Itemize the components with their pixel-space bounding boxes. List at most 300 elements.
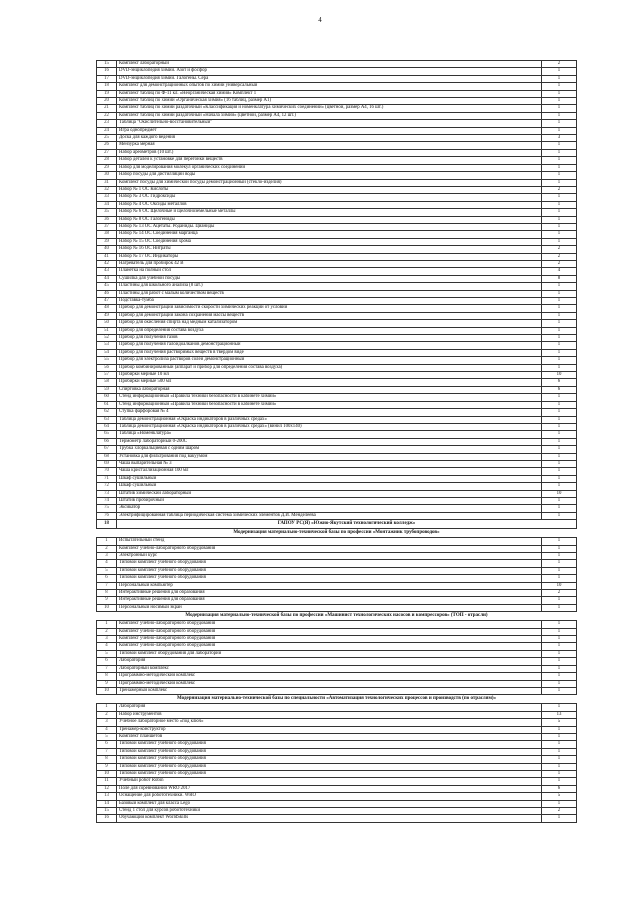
item-quantity: 2 (542, 253, 577, 260)
table-row (97, 793, 577, 800)
section-title: Модернизация материально-технической базы по специальности «Автоматизация технологических процессов и производств (по отраслям)» (97, 695, 577, 704)
item-name: Испытательный стенд (117, 538, 542, 545)
row-number: 66 (97, 438, 117, 445)
item-quantity: 2 (542, 246, 577, 253)
item-name: Комплект учебно-лабораторного оборудования (117, 643, 542, 650)
row-number: 15 (97, 808, 117, 815)
item-name: Планетка на полный стол (117, 268, 542, 275)
item-quantity: 1 (542, 621, 577, 628)
table-row (97, 320, 577, 327)
item-quantity: 3 (542, 135, 577, 142)
item-name: Типовой комплект учебного оборудования (117, 763, 542, 770)
row-number: 3 (97, 553, 117, 560)
item-quantity: 1 (542, 112, 577, 119)
row-number: 45 (97, 283, 117, 290)
item-name: Набор № 16 ОС Нитраты (117, 246, 542, 253)
item-name: Чаша выпарительная № 3 (117, 460, 542, 467)
row-number: 17 (97, 75, 117, 82)
item-quantity: 1 (542, 567, 577, 574)
item-name: Электронный курс (117, 553, 542, 560)
table-row (97, 483, 577, 490)
table-row (97, 538, 577, 545)
table-row (97, 628, 577, 635)
table-row (97, 567, 577, 574)
item-name: Набор ареометров (10 шт.) (117, 149, 542, 156)
item-name: Прибор для окисления спирта над медным катализатором (117, 320, 542, 327)
row-number: 6 (97, 741, 117, 748)
item-name: Интерактивные решения для образования (117, 597, 542, 604)
row-number: 26 (97, 142, 117, 149)
item-quantity: 1 (542, 105, 577, 112)
table-row (97, 497, 577, 504)
table-row (97, 665, 577, 672)
item-name: Прибор для получения растворимых веществ в твердом виде (117, 349, 542, 356)
row-number: 56 (97, 364, 117, 371)
item-quantity: 1 (542, 726, 577, 733)
table-row (97, 327, 577, 334)
item-name: Установка для фильтрования под вакуумом (117, 453, 542, 460)
table-row (97, 621, 577, 628)
item-name: Типовой комплект оборудования для лаборатории (117, 650, 542, 657)
item-name: Типовой комплект учебного оборудования (117, 770, 542, 777)
item-quantity: 1 (542, 438, 577, 445)
row-number: 8 (97, 756, 117, 763)
table-row (97, 112, 577, 119)
item-quantity: 1 (542, 349, 577, 356)
table-row (97, 505, 577, 512)
item-name: Программно-методический комплекс (117, 680, 542, 687)
table-row (97, 372, 577, 379)
row-number: 30 (97, 172, 117, 179)
row-number: 35 (97, 209, 117, 216)
row-number: 67 (97, 446, 117, 453)
item-quantity: 6 (542, 386, 577, 393)
table-row (97, 298, 577, 305)
row-number: 5 (97, 567, 117, 574)
item-name: Лабораторный комплекс (117, 665, 542, 672)
item-quantity: 1 (542, 483, 577, 490)
row-number: 54 (97, 349, 117, 356)
item-quantity: 1 (542, 665, 577, 672)
item-quantity: 5 (542, 793, 577, 800)
item-quantity: 2 (542, 61, 577, 68)
row-number: 50 (97, 320, 117, 327)
item-name: Комплект учебно-лабораторного оборудования (117, 621, 542, 628)
item-name: Программно-методический комплекс (117, 673, 542, 680)
row-number: 52 (97, 335, 117, 342)
table-row (97, 423, 577, 430)
item-name: Набор № 1 ОС Кислоты (117, 186, 542, 193)
item-quantity: 1 (542, 680, 577, 687)
row-number: 57 (97, 372, 117, 379)
item-quantity: 1 (542, 815, 577, 822)
item-name: Типовой комплект учебного оборудования (117, 560, 542, 567)
row-number: 19 (97, 90, 117, 97)
table-row (97, 636, 577, 643)
table-row (97, 231, 577, 238)
row-number: 34 (97, 201, 117, 208)
section-header-row (97, 612, 577, 621)
item-name: Лаборатория (117, 704, 542, 711)
item-quantity: 1 (542, 83, 577, 90)
item-name: Комплект таблиц по химии раздаточный «Начала химии» (цветной, размер А4, 12 шт.) (117, 112, 542, 119)
item-name: Персональный компьютер (117, 582, 542, 589)
table-row (97, 711, 577, 718)
row-number: 7 (97, 665, 117, 672)
row-number: 70 (97, 468, 117, 475)
row-number: 43 (97, 268, 117, 275)
row-number: 9 (97, 597, 117, 604)
organisation-name: ГАПОУ РС(Я) «Южно-Якутский технологический колледж» (117, 520, 577, 529)
item-quantity: 4 (542, 268, 577, 275)
item-name: Набор деталей к установке для перегонки веществ (117, 157, 542, 164)
row-number: 41 (97, 253, 117, 260)
table-row (97, 135, 577, 142)
table-row (97, 83, 577, 90)
item-quantity: 1 (542, 658, 577, 665)
item-quantity: 1 (542, 298, 577, 305)
item-name: Стенд информационный «Правила техники безопасности в кабинете химии» (117, 401, 542, 408)
item-name: Прибор для получения галоидоалканов демонстрационный (117, 342, 542, 349)
row-number: 2 (97, 628, 117, 635)
item-quantity: 1 (542, 342, 577, 349)
row-number: 62 (97, 409, 117, 416)
table-row (97, 268, 577, 275)
item-name: Тренажерный комплекс (117, 687, 542, 694)
item-name: Шкаф сушильный (117, 483, 542, 490)
item-quantity: 1 (542, 312, 577, 319)
item-quantity: 1 (542, 75, 577, 82)
item-quantity: 1 (542, 238, 577, 245)
item-quantity: 1 (542, 216, 577, 223)
item-name: Пробирки мерные 10 мл (117, 372, 542, 379)
row-number: 36 (97, 216, 117, 223)
row-number: 71 (97, 475, 117, 482)
row-number: 61 (97, 401, 117, 408)
item-name: Базовый комплект для класса Lego (117, 800, 542, 807)
row-number: 37 (97, 223, 117, 230)
item-quantity: 1 (542, 763, 577, 770)
row-number: 38 (97, 231, 117, 238)
table-row (97, 379, 577, 386)
item-quantity: 1 (542, 453, 577, 460)
table-row (97, 800, 577, 807)
item-quantity: 1 (542, 431, 577, 438)
item-name: Сушилка для учебной посуды (117, 275, 542, 282)
table-row (97, 149, 577, 156)
row-number: 76 (97, 512, 117, 519)
table-row (97, 512, 577, 519)
row-number: 20 (97, 98, 117, 105)
table-row (97, 431, 577, 438)
table-row (97, 815, 577, 822)
item-name: Типовой комплект учебного оборудования (117, 741, 542, 748)
row-number: 4 (97, 560, 117, 567)
table-row (97, 386, 577, 393)
item-name: Набор № 17 ОС Индикаторы (117, 253, 542, 260)
item-name: Спиртовка лабораторная (117, 386, 542, 393)
table-row (97, 194, 577, 201)
item-name: Трубка хлоркальциевая с одним шаром (117, 446, 542, 453)
table-row (97, 733, 577, 740)
item-quantity: 1 (542, 538, 577, 545)
item-quantity: 1 (542, 560, 577, 567)
row-number: 49 (97, 312, 117, 319)
table-row (97, 460, 577, 467)
item-name: Лаборатория (117, 658, 542, 665)
row-number: 13 (97, 793, 117, 800)
table-row (97, 290, 577, 297)
row-number: 68 (97, 453, 117, 460)
item-quantity: 1 (542, 98, 577, 105)
table-row (97, 127, 577, 134)
section-title: Модернизация материально-технической базы по профессии «Монтажник трубопроводов» (97, 529, 577, 538)
table-row (97, 756, 577, 763)
table-row (97, 75, 577, 82)
table-row (97, 364, 577, 371)
row-number: 29 (97, 164, 117, 171)
table-row (97, 748, 577, 755)
item-quantity: 1 (542, 748, 577, 755)
item-quantity: 1 (542, 468, 577, 475)
item-name: Мензурка мерная (117, 142, 542, 149)
item-name: Нагреватель для пробирок 42 В (117, 260, 542, 267)
item-name: Набор № 15 ОС Соединения хрома (117, 238, 542, 245)
item-name: Интерактивные решения для образования (117, 590, 542, 597)
table-row (97, 658, 577, 665)
row-number: 9 (97, 763, 117, 770)
item-name: Комплект таблиц по Ф-11 кл. «Неорганическая химия» Комплект 1 (117, 90, 542, 97)
item-quantity: 1 (542, 475, 577, 482)
item-quantity: 1 (542, 460, 577, 467)
item-name: Прибор комбинированный (аппарат и прибор для определения состава воздуха) (117, 364, 542, 371)
table-row (97, 582, 577, 589)
item-name: Стенд информационный «Правила техники безопасности в кабинете химии» (117, 394, 542, 401)
table-row (97, 260, 577, 267)
table-row (97, 142, 577, 149)
row-number: 5 (97, 650, 117, 657)
item-quantity: 1 (542, 157, 577, 164)
table-row (97, 90, 577, 97)
item-name: Прибор для демонстрации закона сохранения массы веществ (117, 312, 542, 319)
table-row (97, 490, 577, 497)
table-row (97, 357, 577, 364)
table-row (97, 808, 577, 815)
table-row (97, 575, 577, 582)
item-quantity: 1 (542, 394, 577, 401)
row-number: 1 (97, 538, 117, 545)
item-quantity: 1 (542, 597, 577, 604)
table-row (97, 590, 577, 597)
table-row (97, 560, 577, 567)
equipment-table (96, 60, 577, 823)
item-quantity: 1 (542, 800, 577, 807)
row-number: 59 (97, 386, 117, 393)
item-quantity: 1 (542, 416, 577, 423)
row-number: 16 (97, 68, 117, 75)
item-quantity: 1 (542, 733, 577, 740)
table-row (97, 468, 577, 475)
row-number: 40 (97, 246, 117, 253)
item-quantity: 1 (542, 687, 577, 694)
item-quantity: 13 (542, 711, 577, 718)
table-row (97, 704, 577, 711)
item-quantity: 10 (542, 582, 577, 589)
item-name: Набор № 8 ОС Галогениды (117, 216, 542, 223)
row-number: 2 (97, 711, 117, 718)
row-number: 9 (97, 680, 117, 687)
item-name: Набор посуды для дистилляции воды (117, 172, 542, 179)
table-row (97, 680, 577, 687)
table-row (97, 246, 577, 253)
table-row (97, 342, 577, 349)
row-number: 63 (97, 416, 117, 423)
row-number: 53 (97, 342, 117, 349)
row-number: 25 (97, 135, 117, 142)
row-number: 75 (97, 505, 117, 512)
item-name: Комплект учебно-лабораторного оборудования (117, 636, 542, 643)
table-row (97, 157, 577, 164)
table-row (97, 105, 577, 112)
table-row (97, 120, 577, 127)
row-number: 3 (97, 719, 117, 726)
row-number: 28 (97, 157, 117, 164)
item-quantity: 1 (542, 320, 577, 327)
row-number: 10 (97, 687, 117, 694)
row-number: 11 (97, 778, 117, 785)
item-name: Доска для каждого ведения (117, 135, 542, 142)
row-number: 23 (97, 120, 117, 127)
table-row (97, 216, 577, 223)
table-row (97, 98, 577, 105)
table-row (97, 438, 577, 445)
table-row (97, 553, 577, 560)
item-quantity: 1 (542, 357, 577, 364)
item-name: Набор № 14 ОС Соединения марганца (117, 231, 542, 238)
table-row (97, 475, 577, 482)
row-number: 4 (97, 726, 117, 733)
organisation-number: 18 (97, 520, 117, 529)
row-number: 44 (97, 275, 117, 282)
item-name: Типовой комплект учебного оборудования (117, 575, 542, 582)
table-row (97, 253, 577, 260)
item-name: Таблица демонстрационная «Окраска индикаторов в различных средах» (винил 100х140) (117, 423, 542, 430)
section-title: Модернизация материально-технической базы по профессии «Машинист технологических насосов и компрессоров» (ТОП - отрасли) (97, 612, 577, 621)
item-quantity: 1 (542, 446, 577, 453)
item-name: Учебное лабораторное место «под ключ» (117, 719, 542, 726)
table-row (97, 186, 577, 193)
item-quantity: 1 (542, 68, 577, 75)
item-quantity: 2 (542, 186, 577, 193)
item-name: Штатив пробирочный (117, 497, 542, 504)
row-number: 22 (97, 112, 117, 119)
row-number: 1 (97, 621, 117, 628)
row-number: 21 (97, 105, 117, 112)
item-name: DVD-энциклопедия химии. Галогены. Сера (117, 75, 542, 82)
item-quantity: 1 (542, 305, 577, 312)
item-quantity: 1 (542, 628, 577, 635)
row-number: 14 (97, 800, 117, 807)
item-quantity: 1 (542, 553, 577, 560)
item-name: Прибор для получения газов (117, 335, 542, 342)
row-number: 27 (97, 149, 117, 156)
item-name: Прибор для электролиза растворов солей демонстрационный (117, 357, 542, 364)
item-quantity: 1 (542, 650, 577, 657)
row-number: 69 (97, 460, 117, 467)
row-number: 12 (97, 785, 117, 792)
row-number: 10 (97, 604, 117, 611)
row-number: 47 (97, 298, 117, 305)
table-row (97, 770, 577, 777)
item-quantity: 1 (542, 575, 577, 582)
item-quantity: 1 (542, 120, 577, 127)
table-row (97, 349, 577, 356)
item-quantity: 1 (542, 636, 577, 643)
table-row (97, 643, 577, 650)
table-row (97, 416, 577, 423)
item-name: Типовой комплект учебного оборудования (117, 567, 542, 574)
item-quantity: 1 (542, 290, 577, 297)
item-quantity: 1 (542, 778, 577, 785)
page-number: 4 (318, 16, 322, 24)
row-number: 5 (97, 733, 117, 740)
table-row (97, 545, 577, 552)
item-name: Набор № 6 ОС Щелочные и щелочноземельные металлы (117, 209, 542, 216)
row-number: 73 (97, 490, 117, 497)
table-row (97, 650, 577, 657)
item-name: Таблица "Окислительно-восстановительный" (117, 120, 542, 127)
row-number: 1 (97, 704, 117, 711)
item-name: Пластины для работ с малым количеством веществ (117, 290, 542, 297)
row-number: 6 (97, 575, 117, 582)
item-quantity: 2 (542, 260, 577, 267)
row-number: 33 (97, 194, 117, 201)
item-quantity: 1 (542, 90, 577, 97)
item-name: DVD-энциклопедия химии. Азот и фосфор (117, 68, 542, 75)
item-name: Прибор для демонстрации зависимости скорости химических реакций от условий (117, 305, 542, 312)
table-row (97, 741, 577, 748)
item-name: Комплект учебно-лабораторного оборудования (117, 545, 542, 552)
item-quantity: 1 (542, 209, 577, 216)
row-number: 48 (97, 305, 117, 312)
item-quantity: 1 (542, 756, 577, 763)
item-quantity: 1 (542, 327, 577, 334)
row-number: 24 (97, 127, 117, 134)
item-name: Стенд 1 стол для курсов робототехники (117, 808, 542, 815)
item-name: Подставка-тумба (117, 298, 542, 305)
table-row (97, 453, 577, 460)
table-row (97, 687, 577, 694)
item-name: Поле для соревнований WRO 2017 (117, 785, 542, 792)
item-name: Штатив химический лабораторный (117, 490, 542, 497)
item-name: Термометр лабораторный 0-200С (117, 438, 542, 445)
item-quantity: 1 (542, 201, 577, 208)
row-number: 6 (97, 658, 117, 665)
item-name: Таблица «Номенклатура» (117, 431, 542, 438)
equipment-table-container (96, 60, 576, 823)
row-number: 51 (97, 327, 117, 334)
item-quantity: 1 (542, 704, 577, 711)
row-number: 55 (97, 357, 117, 364)
table-row (97, 275, 577, 282)
item-quantity: 1 (542, 401, 577, 408)
item-name: Шкаф сушильный (117, 475, 542, 482)
item-quantity: 1 (542, 194, 577, 201)
item-quantity: 1 (542, 409, 577, 416)
table-row (97, 179, 577, 186)
row-number: 60 (97, 394, 117, 401)
item-name: Пробирки мерные 500 мл (117, 379, 542, 386)
